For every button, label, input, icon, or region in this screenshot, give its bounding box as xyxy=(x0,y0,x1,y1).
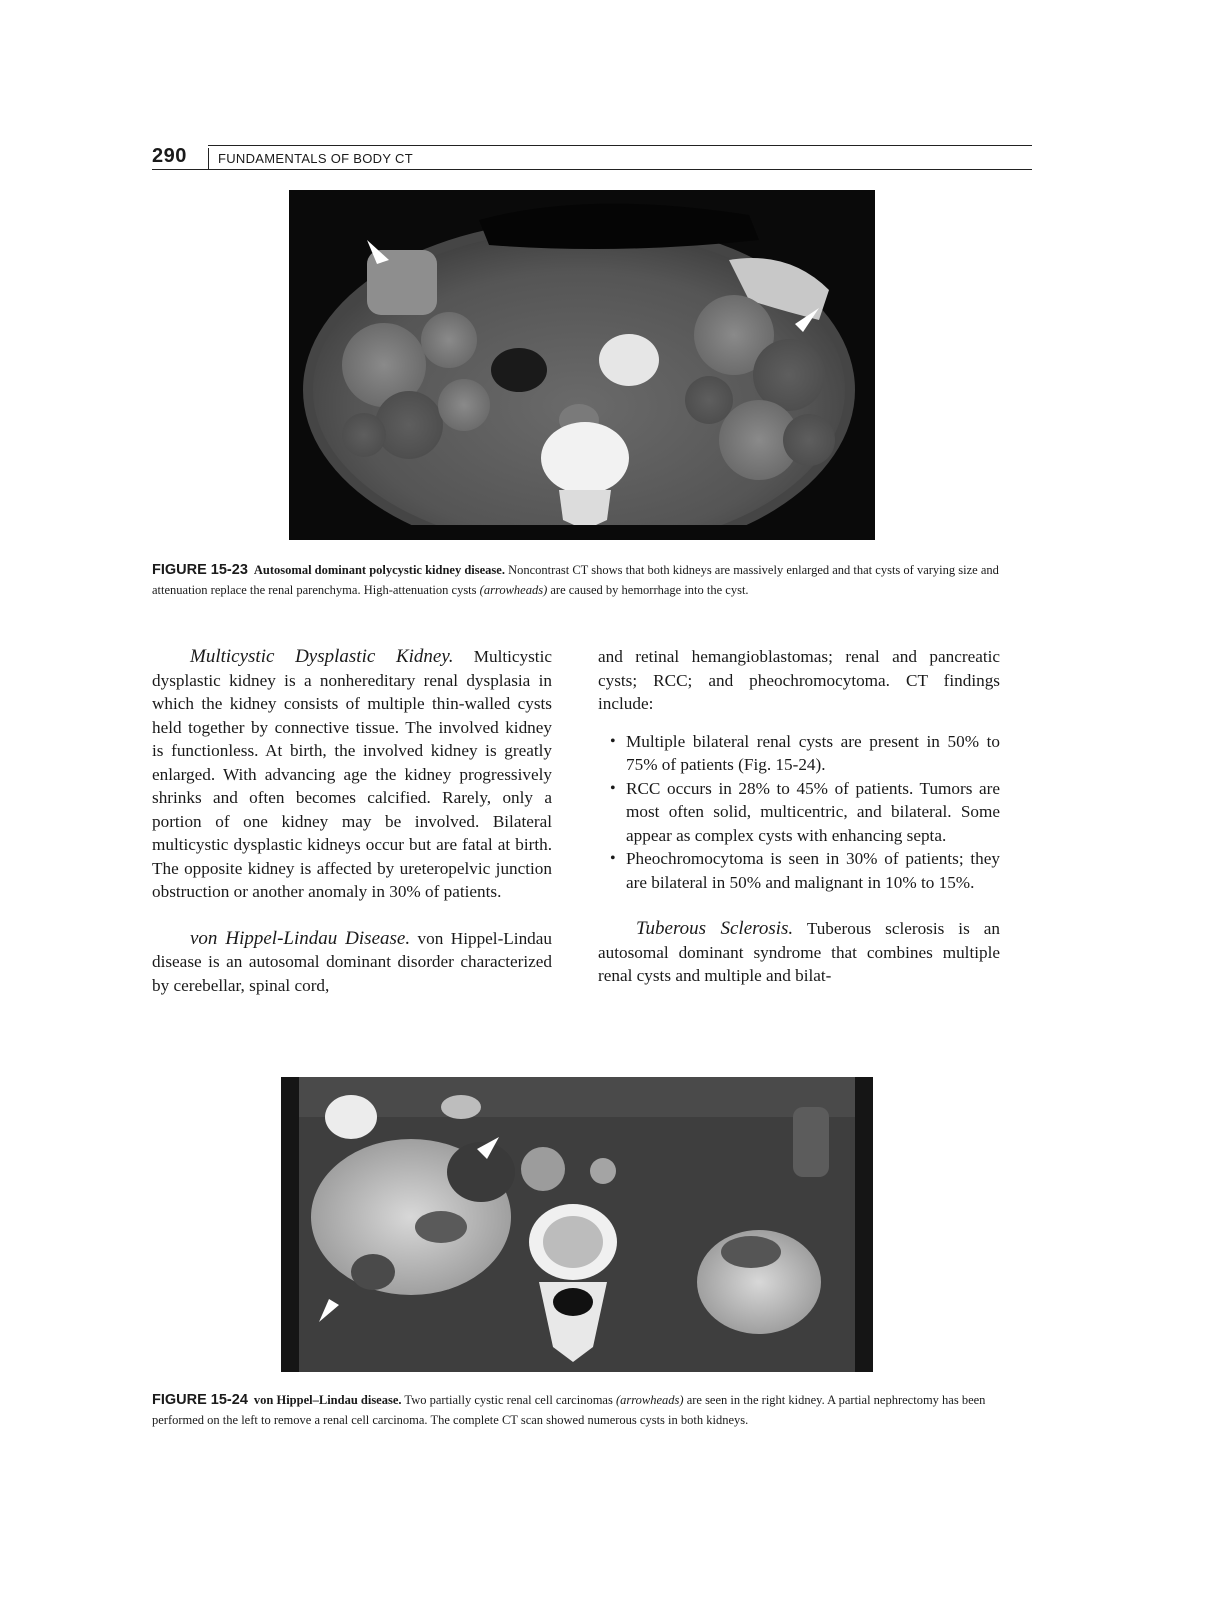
section-heading: Tuberous Sclerosis. xyxy=(636,918,794,939)
caption-italic: (arrowheads) xyxy=(479,583,548,597)
header-rule-bottom xyxy=(152,169,1032,170)
figure-label: FIGURE 15-23 xyxy=(152,562,248,578)
paragraph-text: Multicystic dysplastic kidney is a nonhereditary renal dysplasia in which the kidney consists of multiple thin-walled cysts held together by connective tissue. The involved kidney is functionless. At birth, the involved kidney is greatly enlarged. With advancing age the kidney progressively shrinks and often becomes calcified. Rarely, only a portion of one kidney may be involved. Bilateral multicystic dysplastic kidneys occur but are fatal at birth. The opposite kidney is affected by ureteropelvic junction obstruction or another anomaly in 30% of patients. xyxy=(152,647,552,901)
list-item: • Pheochromocytoma is seen in 30% of patients; they are bilateral in 50% and malignant in 10% to 15%. xyxy=(626,847,1000,894)
caption-text-end: are caused by hemorrhage into the cyst. xyxy=(547,583,749,597)
paragraph-text: Tuberous sclerosis is an autosomal dominant syndrome that combines multiple renal cysts and multiple and bilat- xyxy=(598,919,1000,985)
page-number: 290 xyxy=(152,145,187,167)
paragraph-text: von Hippel-Lindau disease is an autosomal dominant disorder characterized by cerebellar, spinal cord, xyxy=(152,928,552,995)
ct-scan-vhl xyxy=(281,1077,873,1372)
ct-scan-polycystic xyxy=(289,190,875,540)
section-heading: von Hippel-Lindau Disease. xyxy=(190,927,411,949)
paragraph-tuberous xyxy=(598,917,1000,988)
list-item: • RCC occurs in 28% to 45% of patients. Tumors are most often solid, multicentric, and bilateral. Some appear as complex cysts with enhancing septa. xyxy=(626,777,1000,848)
section-heading: Multicystic Dysplastic Kidney. xyxy=(190,646,454,667)
figure-15-24-image xyxy=(281,1077,873,1372)
findings-list xyxy=(598,730,1000,895)
right-column xyxy=(598,645,1000,988)
running-header xyxy=(152,145,1032,175)
caption-text: Noncontrast CT shows that both kidneys are massively enlarged and that cysts of varying size and attenuation replace the renal parenchyma. High-attenuation cysts xyxy=(152,563,999,597)
caption-text: Two partially cystic renal cell carcinomas xyxy=(401,1393,616,1407)
header-separator xyxy=(208,148,209,170)
list-item: • Multiple bilateral renal cysts are present in 50% to 75% of patients (Fig. 15-24). xyxy=(626,730,1000,777)
figure-15-23-image xyxy=(289,190,875,540)
caption-text-end: are seen in the right kidney. A partial nephrectomy has been performed on the left to remove a renal cell carcinoma. The complete CT scan showed numerous cysts in both kidneys. xyxy=(152,1393,986,1427)
book-title: FUNDAMENTALS OF BODY CT xyxy=(218,151,413,166)
caption-title: Autosomal dominant polycystic kidney disease. xyxy=(253,563,505,577)
caption-title: von Hippel–Lindau disease. xyxy=(253,1393,402,1407)
paragraph-vhl xyxy=(152,927,552,998)
paragraph-multicystic xyxy=(152,645,552,904)
figure-15-23-caption xyxy=(152,560,1022,600)
figure-label: FIGURE 15-24 xyxy=(152,1392,248,1408)
figure-15-24-caption xyxy=(152,1390,1022,1430)
header-rule-top xyxy=(208,145,1032,146)
caption-italic: (arrowheads) xyxy=(615,1393,684,1407)
left-column xyxy=(152,645,552,997)
paragraph-continuation: and retinal hemangioblastomas; renal and pancreatic cysts; RCC; and pheochromocytoma. CT findings include: xyxy=(598,647,1000,713)
